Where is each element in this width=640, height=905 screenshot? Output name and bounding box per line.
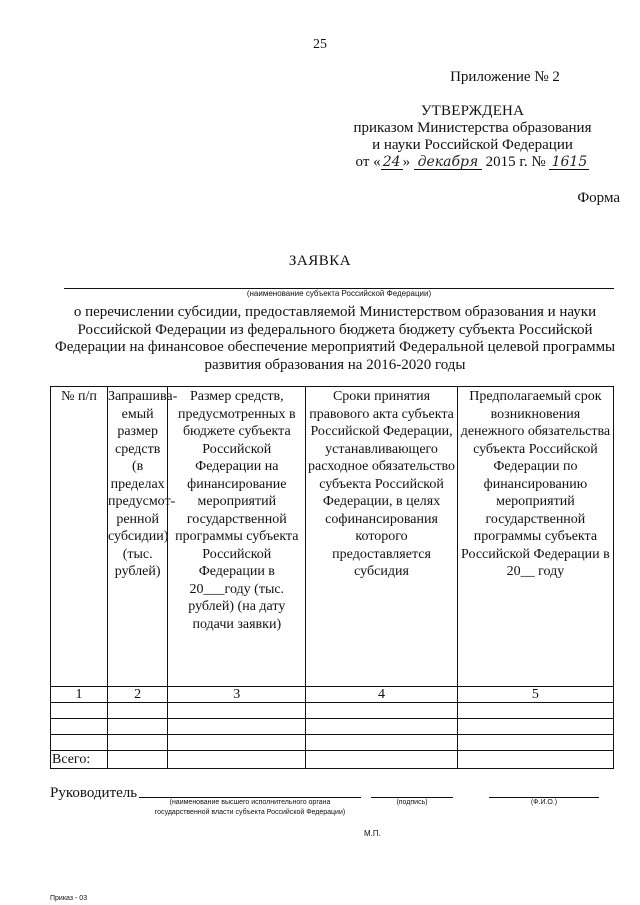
header-budget-amount: Размер средств, предусмотренных в бюджете субъекта Российской Федерации на финансирование мероприятий государственной программы субъекта Российской Федерации в 20___году (тыс. рублей) (на дату подачи заявки) (168, 387, 306, 687)
column-numbers-row (51, 687, 614, 703)
page-number: 25 (313, 37, 327, 52)
date-month-handwritten: декабря (414, 155, 482, 170)
org-caption-line-1: (наименование высшего исполнительного органа (169, 799, 331, 806)
column-number: 3 (168, 687, 306, 703)
purpose-text: о перечислении субсидии, предоставляемой Министерством образования и науки Российской Федерации из федерального бюджета бюджету субъекта Российской Федерации на финансовое обеспечение мероприятий Федеральной целевой программы развития образования на 2016-2020 годы (54, 304, 616, 373)
order-number-handwritten: 1615 (549, 155, 589, 170)
subject-caption: (наименование субъекта Российской Федерации) (246, 289, 432, 298)
table-cell (51, 735, 108, 751)
stamp-label: М.П. (364, 829, 381, 838)
table-cell (107, 719, 167, 735)
header-obligation-term: Предполагаемый срок возникновения денежного обязательства субъекта Российской Федерации по финансированию мероприятий государственной программы субъекта Российской Федерации в 20__ году (457, 387, 613, 687)
approval-block (340, 103, 605, 171)
table-cell (168, 735, 306, 751)
column-number: 2 (107, 687, 167, 703)
approved-title: УТВЕРЖДЕНА (420, 103, 525, 119)
table-cell (107, 735, 167, 751)
date-prefix: от « (355, 154, 381, 170)
head-label: Руководитель (50, 785, 138, 801)
column-number: 1 (51, 687, 108, 703)
approved-date-line (340, 154, 605, 171)
table-header-row (51, 387, 614, 687)
table-cell (168, 751, 306, 769)
request-table (50, 386, 614, 769)
header-requested-amount: Запрашива-емый размер средств (в пределах предусмот-ренной субсидии) (тыс. рублей) (107, 387, 167, 687)
document-title: ЗАЯВКА (288, 253, 352, 269)
table-cell (457, 703, 613, 719)
table-cell (168, 719, 306, 735)
org-caption (120, 798, 380, 818)
column-number: 4 (306, 687, 458, 703)
table-cell (457, 735, 613, 751)
table-cell (51, 719, 108, 735)
org-caption-line-2: государственной власти субъекта Российской Федерации) (154, 809, 346, 816)
approved-line-1: приказом Министерства образования (353, 120, 592, 136)
total-label: Всего: (51, 751, 108, 769)
column-number: 5 (457, 687, 613, 703)
table-cell (107, 751, 167, 769)
form-label: Форма (577, 190, 620, 206)
date-year: 2015 г. № (485, 154, 546, 170)
table-cell (168, 703, 306, 719)
full-name-caption: (Ф.И.О.) (530, 799, 558, 806)
table-cell (306, 703, 458, 719)
order-code: Приказ - 03 (50, 895, 88, 902)
appendix-label: Приложение № 2 (450, 69, 560, 85)
table-cell (306, 751, 458, 769)
header-legal-act-terms: Сроки принятия правового акта субъекта Российской Федерации, устанавливающего расходное обязательство субъекта Российской Федерации, в целях софинансирования которого предоставляется субсидия (306, 387, 458, 687)
date-day-handwritten: 24 (381, 155, 403, 170)
table-cell (306, 735, 458, 751)
table-cell (457, 751, 613, 769)
table-row (51, 719, 614, 735)
table-cell (51, 703, 108, 719)
approved-line-2: и науки Российской Федерации (372, 137, 573, 153)
table-row (51, 735, 614, 751)
header-number: № п/п (51, 387, 108, 687)
signature-caption: (подпись) (396, 799, 428, 806)
date-mid: » (402, 154, 411, 170)
table-cell (107, 703, 167, 719)
table-cell (306, 719, 458, 735)
table-cell (457, 719, 613, 735)
table-row (51, 703, 614, 719)
total-row (51, 751, 614, 769)
